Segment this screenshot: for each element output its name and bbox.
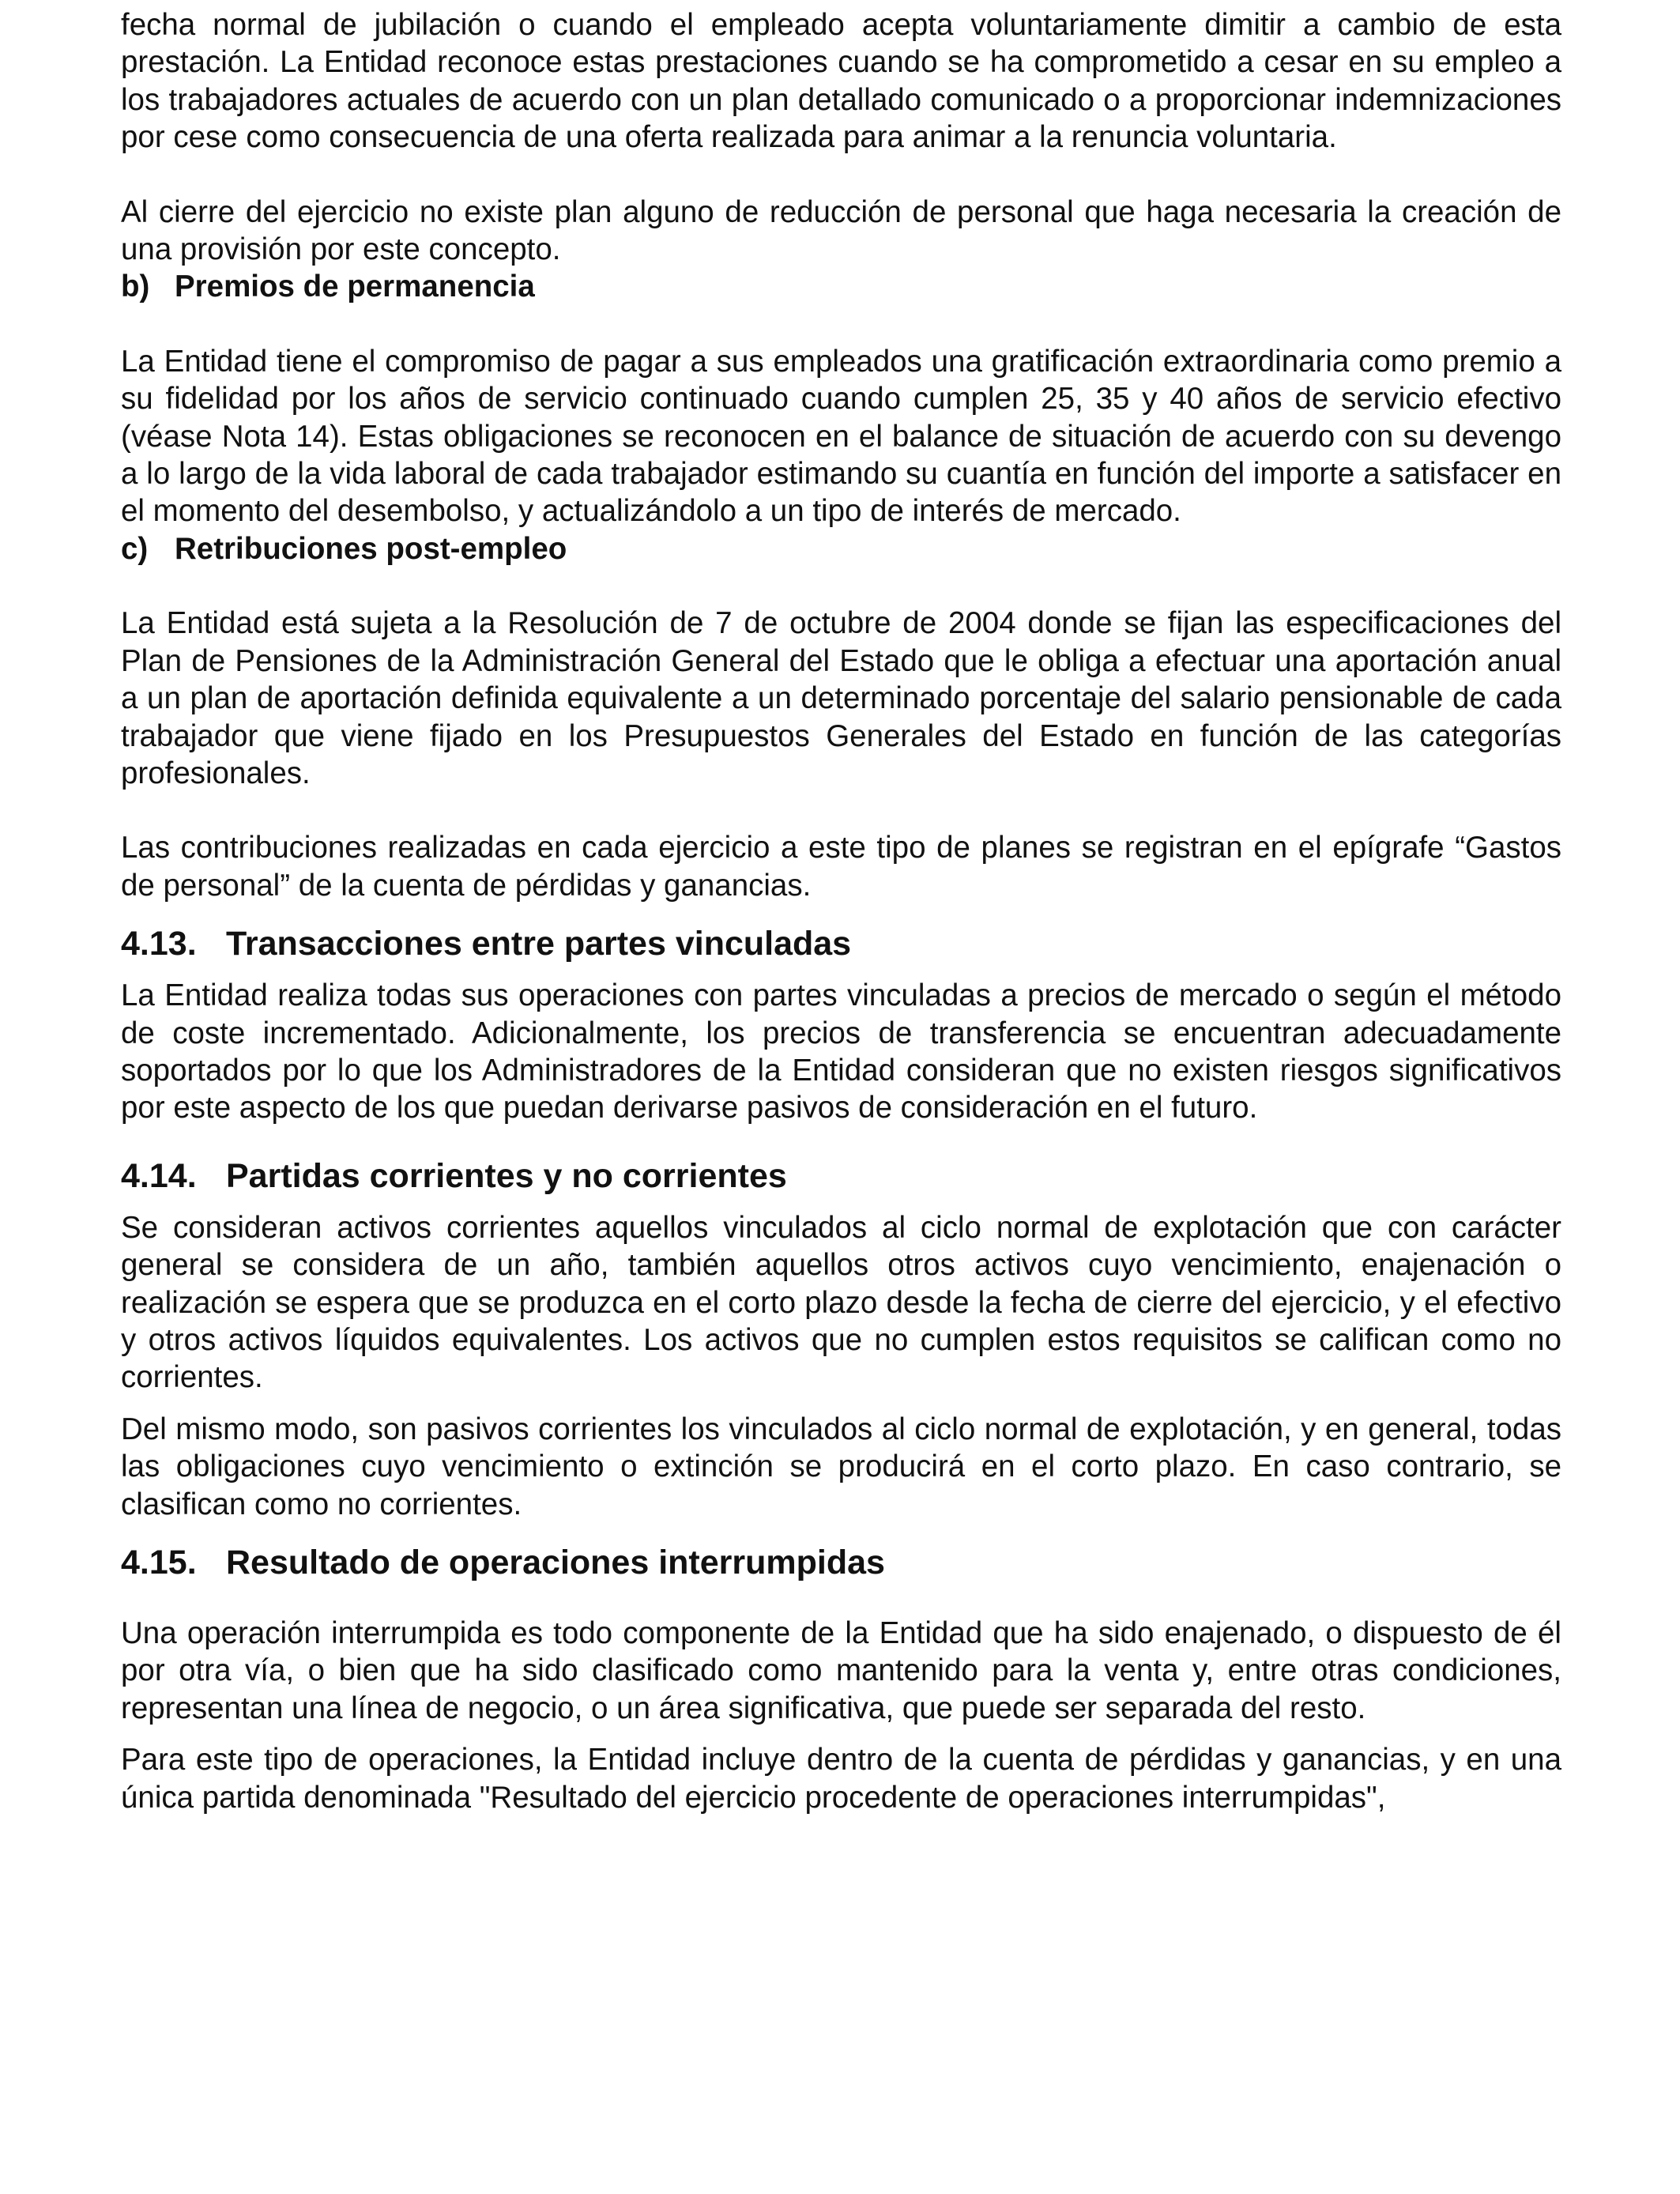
premios-paragraph: La Entidad tiene el compromiso de pagar a sus empleados una gratificación extraordinaria como premio a su fidelidad por los años de servicio continuado cuando cumplen 25, 35 y 40 años de servicio efectivo (véase Nota 14). Estas obligaciones se reconocen en el balance de situación de acuerdo con su devengo a lo largo de la vida laboral de cada trabajador estimando su cuantía en función del importe a satisfacer en el momento del desembolso, y actualizándolo a un tipo de interés de mercado. — [121, 344, 1561, 529]
operaciones-paragraph-2: Para este tipo de operaciones, la Entidad incluye dentro de la cuenta de pérdidas y ganancias, y en una única partida denominada "Resultado del ejercicio procedente de operaciones interrumpidas", — [121, 1743, 1561, 1815]
subsection-letter: b) — [121, 270, 150, 304]
section-number: 4.15. — [121, 1544, 197, 1581]
retribuciones-paragraph-2: Las contribuciones realizadas en cada ejercicio a este tipo de planes se registran en el epígrafe “Gastos de personal” de la cuenta de pérdidas y ganancias. — [121, 831, 1561, 903]
section-heading-4-13 — [121, 923, 1561, 964]
section-title: Resultado de operaciones interrumpidas — [226, 1544, 885, 1581]
intro-paragraph-1: fecha normal de jubilación o cuando el empleado acepta voluntariamente dimitir a cambio de esta prestación. La Entidad reconoce estas prestaciones cuando se ha comprometido a cesar en su empleo a los trabajadores actuales de acuerdo con un plan detallado comunicado o a proporcionar indemnizaciones por cese como consecuencia de una oferta realizada para animar a la renuncia voluntaria. — [121, 8, 1561, 155]
subsection-heading-c — [121, 530, 1561, 567]
subsection-letter: c) — [121, 531, 149, 566]
document-page — [121, 6, 1561, 1816]
intro-paragraph-2: Al cierre del ejercicio no existe plan alguno de reducción de personal que haga necesaria la creación de una provisión por este concepto. — [121, 194, 1561, 267]
subsection-title: Premios de permanencia — [175, 270, 535, 304]
subsection-title: Retribuciones post-empleo — [175, 531, 567, 566]
retribuciones-paragraph-1: La Entidad está sujeta a la Resolución de 7 de octubre de 2004 donde se fijan las especificaciones del Plan de Pensiones de la Administración General del Estado que le obliga a efectuar una aportación anual a un plan de aportación definida equivalente a un determinado porcentaje del salario pensionable de cada trabajador que viene fijado en los Presupuestos Generales del Estado en función de las categorías profesionales. — [121, 606, 1561, 790]
section-title: Partidas corrientes y no corrientes — [226, 1156, 787, 1195]
partidas-paragraph-1: Se consideran activos corrientes aquellos vinculados al ciclo normal de explotación que con carácter general se considera de un año, también aquellos otros activos cuyo vencimiento, enajenación o realización se espera que se produzca en el corto plazo desde la fecha de cierre del ejercicio, y el efectivo y otros activos líquidos equivalentes. Los activos que no cumplen estos requisitos se califican como no corrientes. — [121, 1210, 1561, 1395]
section-heading-4-14 — [121, 1155, 1561, 1197]
operaciones-paragraph-1: Una operación interrumpida es todo componente de la Entidad que ha sido enajenado, o dispuesto de él por otra vía, o bien que ha sido clasificado como mantenido para la venta y, entre otras condiciones, representan una línea de negocio, o un área significativa, que puede ser separada del resto. — [121, 1616, 1561, 1725]
section-title: Transacciones entre partes vinculadas — [226, 925, 852, 963]
section-number: 4.14. — [121, 1156, 197, 1195]
subsection-heading-b — [121, 268, 1561, 305]
partidas-paragraph-2: Del mismo modo, son pasivos corrientes los vinculados al ciclo normal de explotación, y en general, todas las obligaciones cuyo vencimiento o extinción se producirá en el corto plazo. En caso contrario, se clasifican como no corrientes. — [121, 1412, 1561, 1521]
transacciones-paragraph: La Entidad realiza todas sus operaciones con partes vinculadas a precios de mercado o según el método de coste incrementado. Adicionalmente, los precios de transferencia se encuentran adecuadamente soportados por lo que los Administradores de la Entidad consideran que no existen riesgos significativos por este aspecto de los que puedan derivarse pasivos de consideración en el futuro. — [121, 978, 1561, 1125]
section-number: 4.13. — [121, 925, 197, 963]
section-heading-4-15 — [121, 1542, 1561, 1583]
